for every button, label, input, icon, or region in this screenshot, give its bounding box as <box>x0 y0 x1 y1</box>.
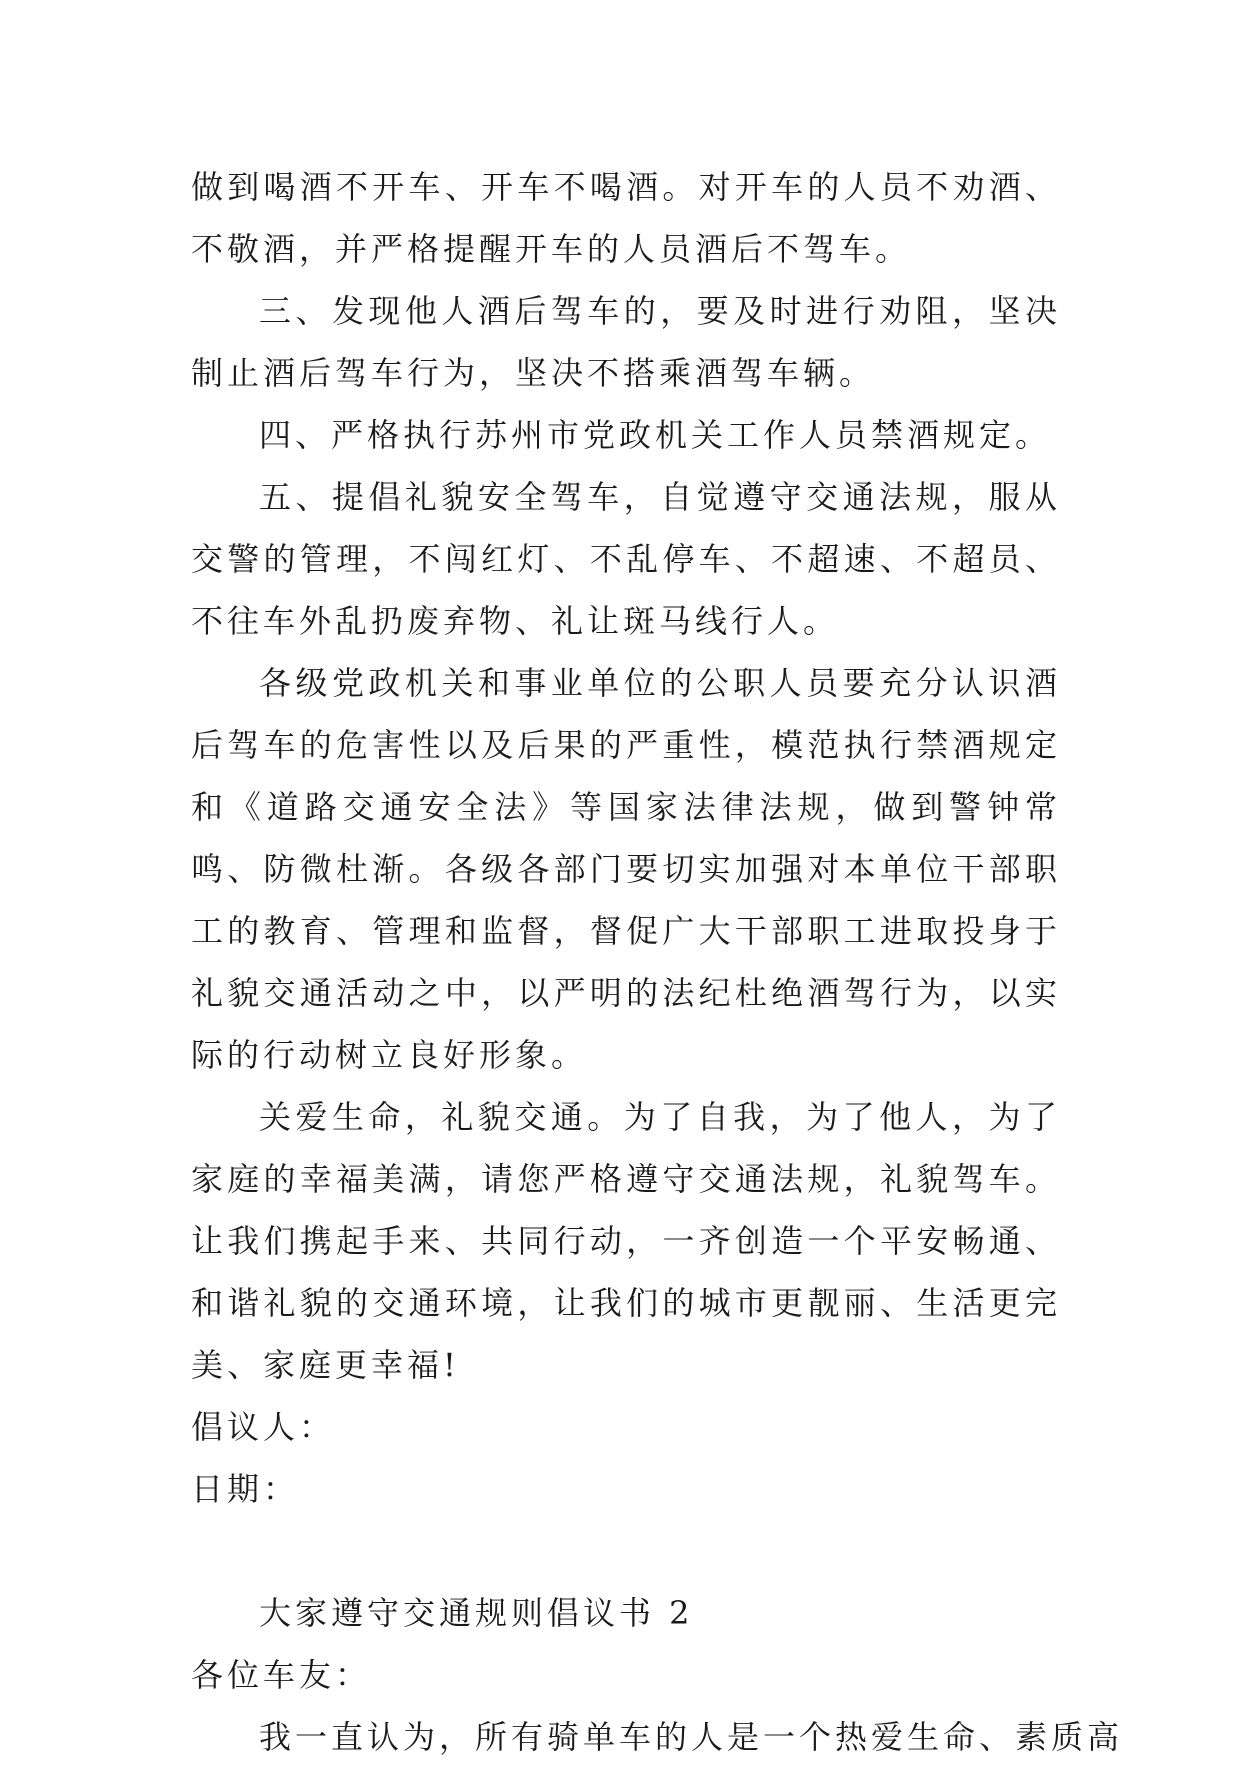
salutation: 各位车友： <box>191 1656 372 1694</box>
paragraph-officials: 各级党政机关和事业单位的公职人员要充分认识酒后驾车的危害性以及后果的严重性，模范执行禁酒规定和《道路交通安全法》等国家法律法规，做到警钟常鸣、防微杜渐。各级各部门要切实加强对本单位干部职工的教育、管理和监督，督促广大干部职工进取投身于礼貌交通活动之中，以严明的法纪杜绝酒驾行为，以实际的行动树立良好形象。 <box>191 664 1061 1074</box>
paragraph-item-5: 五、提倡礼貌安全驾车，自觉遵守交通法规，服从交警的管理，不闯红灯、不乱停车、不超速、不超员、不往车外乱扔废弃物、礼让斑马线行人。 <box>191 478 1061 640</box>
initiator-label: 倡议人： <box>191 1408 336 1446</box>
document-body <box>191 156 1124 1768</box>
paragraph-section-2-start: 我一直认为，所有骑单车的人是一个热爱生命、素质高 <box>259 1718 1124 1756</box>
paragraph-item-3: 三、发现他人酒后驾车的，要及时进行劝阻，坚决制止酒后驾车行为，坚决不搭乘酒驾车辆。 <box>191 292 1061 392</box>
blank-line <box>191 1520 1061 1582</box>
paragraph-continued: 做到喝酒不开车、开车不喝酒。对开车的人员不劝酒、不敬酒，并严格提醒开车的人员酒后不驾车。 <box>191 168 1061 268</box>
paragraph-closing: 关爱生命，礼貌交通。为了自我，为了他人，为了家庭的幸福美满，请您严格遵守交通法规，礼貌驾车。让我们携起手来、共同行动，一齐创造一个平安畅通、和谐礼貌的交通环境，让我们的城市更靓丽、生活更完美、家庭更幸福! <box>191 1098 1061 1384</box>
section-2-title: 大家遵守交通规则倡议书 2 <box>259 1594 694 1632</box>
paragraph-item-4: 四、严格执行苏州市党政机关工作人员禁酒规定。 <box>259 416 1052 454</box>
date-label: 日期： <box>191 1470 300 1508</box>
